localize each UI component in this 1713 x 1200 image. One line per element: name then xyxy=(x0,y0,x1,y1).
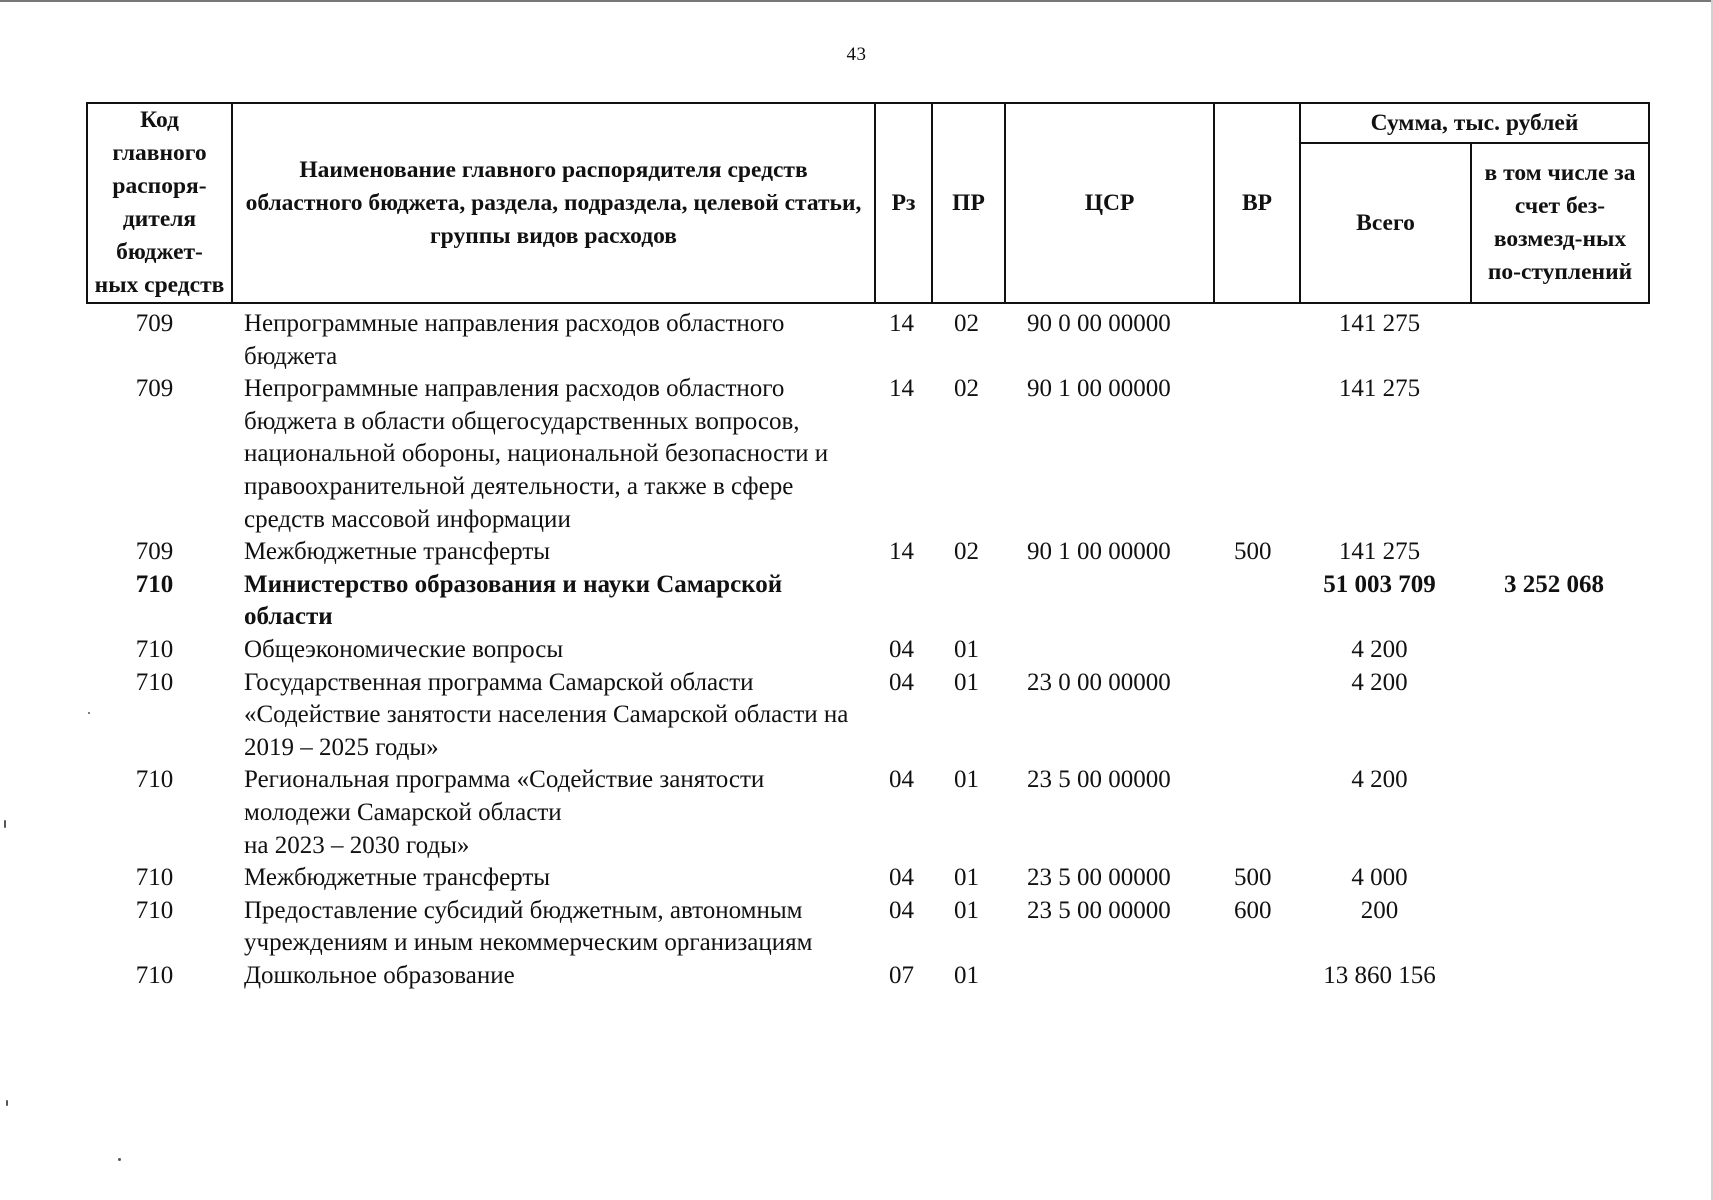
header-sum: Сумма, тыс. рублей xyxy=(1300,103,1649,143)
table-row xyxy=(87,895,1649,960)
cell-total: 4 200 xyxy=(1351,635,1408,663)
cell-name: Непрограммные направления расходов областного бюджета xyxy=(244,310,785,370)
cell-name: Предоставление субсидий бюджетным, автономным учреждениям и иным некоммерческим организациям xyxy=(244,896,813,957)
cell-vr xyxy=(1214,303,1300,373)
header-name xyxy=(232,103,875,303)
cell-csr xyxy=(1005,569,1214,634)
cell-rz: 04 xyxy=(889,864,914,892)
cell-code: 710 xyxy=(135,961,174,989)
cell-incl xyxy=(1471,536,1649,569)
cell-total: 4 200 xyxy=(1351,668,1408,696)
cell-incl xyxy=(1471,634,1649,667)
cell-vr xyxy=(1214,634,1300,667)
scan-speck xyxy=(4,820,6,828)
cell-total: 141 275 xyxy=(1338,375,1421,403)
cell-code: 710 xyxy=(135,668,174,696)
cell-name: Министерство образования и науки Самарской области xyxy=(244,570,783,631)
cell-rz: 14 xyxy=(889,310,914,337)
header-total: Всего xyxy=(1300,143,1471,303)
cell-vr xyxy=(1214,764,1300,862)
cell-rz: 04 xyxy=(889,896,914,924)
cell-code: 709 xyxy=(135,538,174,566)
cell-name: Государственная программа Самарской области «Содействие занятости населения Самарской области на 2019 – 2025 годы» xyxy=(244,668,849,761)
cell-vr: 500 xyxy=(1234,538,1272,566)
cell-rz xyxy=(875,569,932,634)
cell-name: Дошкольное образование xyxy=(244,961,515,989)
cell-csr xyxy=(1005,634,1214,667)
cell-incl xyxy=(1471,960,1649,993)
cell-total: 4 200 xyxy=(1351,766,1408,794)
cell-csr: 90 1 00 00000 xyxy=(1027,375,1171,403)
cell-pr: 02 xyxy=(954,310,979,337)
header-pr: ПР xyxy=(932,103,1005,303)
table-row xyxy=(87,667,1649,765)
cell-pr: 02 xyxy=(954,375,979,403)
cell-rz: 14 xyxy=(889,375,914,403)
table-row xyxy=(87,536,1649,569)
header-vr: ВР xyxy=(1214,103,1300,303)
cell-vr xyxy=(1214,960,1300,993)
cell-vr xyxy=(1214,569,1300,634)
cell-incl xyxy=(1471,303,1649,373)
cell-pr: 01 xyxy=(954,896,979,924)
cell-name: Региональная программа «Содействие занятости молодежи Самарской области на 2023 – 2030 годы» xyxy=(244,766,765,859)
cell-csr: 23 5 00 00000 xyxy=(1027,896,1171,924)
cell-csr: 23 5 00 00000 xyxy=(1027,864,1171,892)
cell-code: 710 xyxy=(135,766,174,794)
header-incl-text: в том числе за счет без-возмезд-ных по-ступлений xyxy=(1484,160,1636,285)
page-number: 43 xyxy=(846,44,867,65)
cell-total: 200 xyxy=(1360,896,1399,924)
cell-code: 710 xyxy=(135,896,174,924)
scan-top-edge xyxy=(0,0,1713,2)
cell-total: 141 275 xyxy=(1338,538,1421,566)
table-row xyxy=(87,764,1649,862)
cell-pr: 01 xyxy=(954,635,979,663)
header-code xyxy=(87,103,232,303)
cell-pr: 02 xyxy=(954,538,979,566)
header-code-text: Код главного распоря-дителя бюджет-ных средств xyxy=(94,107,225,298)
cell-csr xyxy=(1005,960,1214,993)
table-row xyxy=(87,862,1649,895)
cell-name: Межбюджетные трансферты xyxy=(244,538,551,566)
table-row xyxy=(87,634,1649,667)
cell-incl xyxy=(1471,764,1649,862)
cell-vr xyxy=(1214,667,1300,765)
cell-code: 710 xyxy=(135,864,174,892)
cell-rz: 07 xyxy=(889,961,914,989)
cell-total: 4 000 xyxy=(1351,864,1408,892)
cell-pr: 01 xyxy=(954,766,979,794)
cell-code: 710 xyxy=(135,635,174,663)
cell-code: 710 xyxy=(135,570,174,598)
cell-name: Непрограммные направления расходов областного бюджета в области общегосударственных вопросов, национальной обороны, национальной безопасности и правоохранительной деятельности, а также в сфере средств массовой информации xyxy=(244,375,829,533)
table-header xyxy=(87,103,1649,303)
cell-pr: 01 xyxy=(954,961,979,989)
header-csr: ЦСР xyxy=(1005,103,1214,303)
cell-vr xyxy=(1214,373,1300,536)
scan-speck xyxy=(118,1158,121,1161)
table-body xyxy=(87,303,1649,992)
cell-pr: 01 xyxy=(954,864,979,892)
cell-incl xyxy=(1471,373,1649,536)
cell-rz: 04 xyxy=(889,635,914,663)
cell-csr: 23 5 00 00000 xyxy=(1027,766,1171,794)
cell-vr: 600 xyxy=(1234,896,1272,924)
scan-speck xyxy=(88,712,90,714)
cell-incl: 3 252 068 xyxy=(1504,570,1604,598)
header-name-text: Наименование главного распорядителя средств областного бюджета, раздела, подраздела, целевой статьи, группы видов расходов xyxy=(245,156,862,249)
cell-pr: 01 xyxy=(954,668,979,696)
cell-total: 13 860 156 xyxy=(1323,961,1436,989)
header-incl xyxy=(1471,143,1649,303)
cell-pr xyxy=(932,569,1005,634)
cell-incl xyxy=(1471,862,1649,895)
cell-name: Межбюджетные трансферты xyxy=(244,864,551,892)
cell-csr: 90 1 00 00000 xyxy=(1027,538,1171,566)
cell-total: 141 275 xyxy=(1338,310,1421,337)
cell-name: Общеэкономические вопросы xyxy=(244,635,564,663)
cell-csr: 90 0 00 00000 xyxy=(1027,310,1171,337)
scan-speck xyxy=(6,1100,8,1106)
cell-vr: 500 xyxy=(1234,864,1272,892)
cell-incl xyxy=(1471,895,1649,960)
cell-rz: 04 xyxy=(889,668,914,696)
cell-incl xyxy=(1471,667,1649,765)
header-rz: Рз xyxy=(875,103,932,303)
cell-code: 709 xyxy=(135,310,174,337)
table-row xyxy=(87,960,1649,993)
table-row xyxy=(87,303,1649,373)
cell-rz: 14 xyxy=(889,538,914,566)
cell-csr: 23 0 00 00000 xyxy=(1027,668,1171,696)
table-row xyxy=(87,569,1649,634)
cell-rz: 04 xyxy=(889,766,914,794)
cell-total: 51 003 709 xyxy=(1323,570,1436,598)
table-row xyxy=(87,373,1649,536)
budget-table xyxy=(86,102,1650,992)
cell-code: 709 xyxy=(135,375,174,403)
